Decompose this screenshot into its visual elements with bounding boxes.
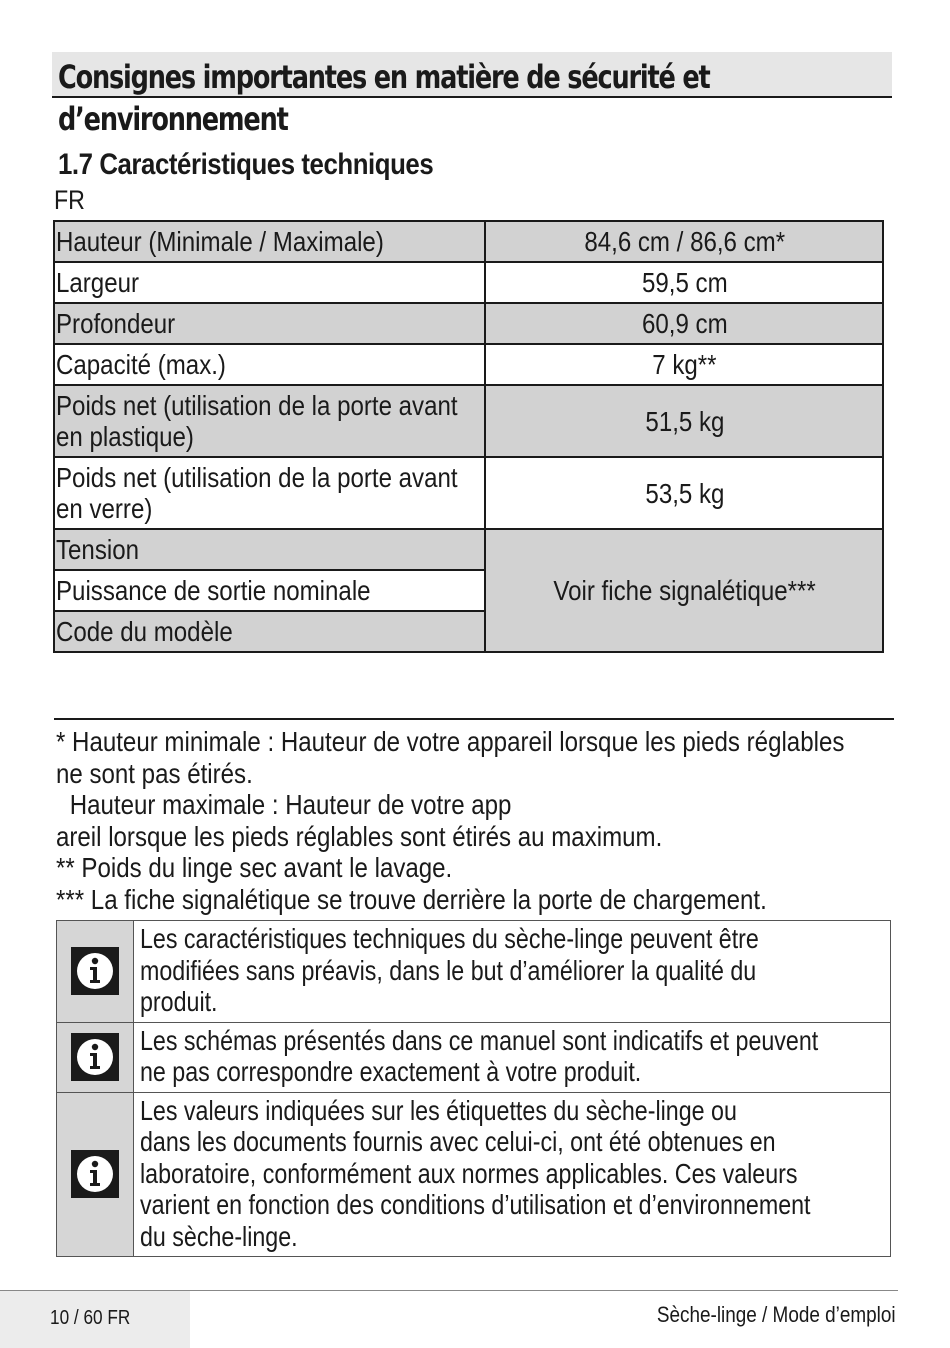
spec-value: 51,5 kg bbox=[485, 385, 883, 457]
info-icon bbox=[71, 947, 119, 995]
footnote-line: Hauteur maximale : Hauteur de votre app bbox=[69, 789, 512, 820]
info-note bbox=[57, 1022, 891, 1092]
table-row bbox=[54, 344, 883, 385]
table-row bbox=[54, 221, 883, 262]
spec-label: Hauteur (Minimale / Maximale) bbox=[54, 221, 485, 262]
info-note bbox=[57, 921, 891, 1023]
info-icon bbox=[71, 1150, 119, 1198]
footnote-line: areil lorsque les pieds réglables sont étirés au maximum. bbox=[56, 820, 663, 852]
info-icon-cell bbox=[57, 1092, 134, 1257]
spec-value: 59,5 cm bbox=[485, 262, 883, 303]
subsection-title: 1.7 Caractéristiques techniques bbox=[58, 148, 434, 181]
page-number: 10 / 60 FR bbox=[50, 1307, 131, 1329]
spec-label: Capacité (max.) bbox=[54, 344, 485, 385]
language-tag: FR bbox=[54, 185, 85, 215]
footnote-line: * Hauteur minimale : Hauteur de votre appareil lorsque les pieds réglables bbox=[56, 726, 845, 757]
table-row bbox=[54, 529, 883, 570]
spec-label: Puissance de sortie nominale bbox=[54, 570, 485, 611]
info-icon-cell bbox=[57, 1022, 134, 1092]
technical-specs-table bbox=[53, 220, 884, 653]
footnotes bbox=[56, 726, 882, 915]
footnotes-rule bbox=[54, 718, 894, 720]
info-icon bbox=[71, 1033, 119, 1081]
info-note-text: Les schémas présentés dans ce manuel sont indicatifs et peuvent ne pas correspondre exactement à votre produit. bbox=[134, 1022, 891, 1092]
spec-label: Poids net (utilisation de la porte avant en plastique) bbox=[54, 385, 485, 457]
spec-value: 53,5 kg bbox=[485, 457, 883, 529]
table-row bbox=[54, 262, 883, 303]
footnote-line: *** La fiche signalétique se trouve derrière la porte de chargement. bbox=[56, 883, 767, 915]
spec-value-merged: Voir fiche signalétique*** bbox=[485, 529, 883, 652]
footer-document-title: Sèche-linge / Mode d’emploi bbox=[657, 1302, 896, 1327]
spec-label: Largeur bbox=[54, 262, 485, 303]
spec-value: 60,9 cm bbox=[485, 303, 883, 344]
footnote-line: ne sont pas étirés. bbox=[56, 757, 253, 789]
section-title-line-1: Consignes importantes en matière de sécurité et bbox=[58, 58, 710, 96]
spec-label: Code du modèle bbox=[54, 611, 485, 652]
footnote-line: ** Poids du linge sec avant le lavage. bbox=[56, 852, 453, 883]
table-row bbox=[54, 385, 883, 457]
spec-label: Poids net (utilisation de la porte avant en verre) bbox=[54, 457, 485, 529]
table-row bbox=[54, 457, 883, 529]
table-row bbox=[54, 303, 883, 344]
info-icon-cell bbox=[57, 921, 134, 1023]
section-title-line-2: d’environnement bbox=[58, 100, 288, 138]
section-title bbox=[58, 56, 714, 140]
spec-label: Tension bbox=[54, 529, 485, 570]
info-note bbox=[57, 1092, 891, 1257]
info-note-text: Les valeurs indiquées sur les étiquettes du sèche-linge ou dans les documents fournis avec celui-ci, ont été obtenues en laboratoire, conformément aux normes applicables. Ces valeurs varient en fonction des conditions d’utilisation et d’environnement du sèche-linge. bbox=[134, 1092, 891, 1257]
info-note-text: Les caractéristiques techniques du sèche-linge peuvent être modifiées sans préavis, dans le but d’améliorer la qualité du produit. bbox=[134, 921, 891, 1023]
info-notes-table bbox=[56, 920, 891, 1257]
spec-value: 84,6 cm / 86,6 cm* bbox=[485, 221, 883, 262]
spec-label: Profondeur bbox=[54, 303, 485, 344]
spec-value: 7 kg** bbox=[485, 344, 883, 385]
